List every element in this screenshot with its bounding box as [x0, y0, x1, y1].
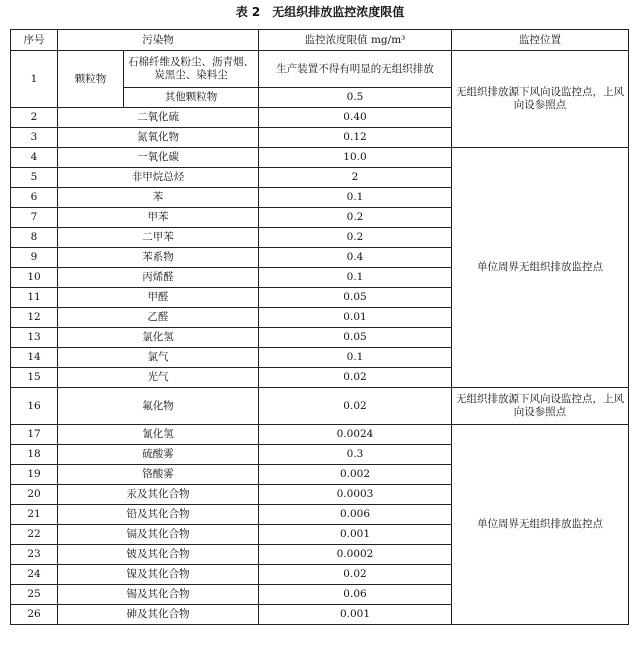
pollutant-name: 二氧化硫 — [58, 108, 259, 128]
pollutant-name: 汞及其化合物 — [58, 485, 259, 505]
pollutant-name: 苯系物 — [58, 248, 259, 268]
limit-value: 2 — [259, 168, 452, 188]
row-no: 5 — [11, 168, 58, 188]
header-row — [11, 30, 629, 51]
particulate-sub2-name: 其他颗粒物 — [124, 88, 259, 108]
limit-value: 0.02 — [259, 565, 452, 585]
row-no: 4 — [11, 148, 58, 168]
limit-value: 0.1 — [259, 348, 452, 368]
row-no: 8 — [11, 228, 58, 248]
header-location: 监控位置 — [452, 30, 629, 51]
limit-value: 10.0 — [259, 148, 452, 168]
row-no: 13 — [11, 328, 58, 348]
pollutant-name: 氯化氢 — [58, 328, 259, 348]
pollutant-name: 氯气 — [58, 348, 259, 368]
limit-value: 0.05 — [259, 328, 452, 348]
pollutant-name: 二甲苯 — [58, 228, 259, 248]
header-limit: 监控浓度限值 mg/m³ — [259, 30, 452, 51]
particulate-sub1-limit: 生产装置不得有明显的无组织排放 — [259, 51, 452, 88]
location-group1: 无组织排放源下风向设监控点，上风向设参照点 — [452, 51, 629, 148]
pollutant-name: 镍及其化合物 — [58, 565, 259, 585]
row-no: 24 — [11, 565, 58, 585]
pollutant-name: 铍及其化合物 — [58, 545, 259, 565]
row-no: 14 — [11, 348, 58, 368]
row-no: 22 — [11, 525, 58, 545]
row-no: 17 — [11, 425, 58, 445]
row-no: 9 — [11, 248, 58, 268]
pollutant-name: 氟化物 — [58, 388, 259, 425]
location-group2: 单位周界无组织排放监控点 — [452, 148, 629, 388]
pollutant-name: 氰化氢 — [58, 425, 259, 445]
limit-value: 0.40 — [259, 108, 452, 128]
row-no: 6 — [11, 188, 58, 208]
limit-value: 0.4 — [259, 248, 452, 268]
row-no: 18 — [11, 445, 58, 465]
limit-value: 0.006 — [259, 505, 452, 525]
table-row — [11, 425, 629, 445]
row-no: 3 — [11, 128, 58, 148]
limit-value: 0.3 — [259, 445, 452, 465]
header-pollutant: 污染物 — [58, 30, 259, 51]
limit-value: 0.002 — [259, 465, 452, 485]
row-no: 23 — [11, 545, 58, 565]
pollutant-name: 非甲烷总烃 — [58, 168, 259, 188]
limit-value: 0.2 — [259, 208, 452, 228]
particulate-category: 颗粒物 — [58, 51, 124, 108]
row-no: 7 — [11, 208, 58, 228]
limit-value: 0.02 — [259, 368, 452, 388]
table-row — [11, 51, 629, 88]
limit-value: 0.1 — [259, 268, 452, 288]
pollutant-name: 甲苯 — [58, 208, 259, 228]
limit-value: 0.12 — [259, 128, 452, 148]
pollutant-name: 砷及其化合物 — [58, 605, 259, 625]
limit-value: 0.06 — [259, 585, 452, 605]
particulate-sub1-name: 石棉纤维及粉尘、沥青烟、炭黑尘、染料尘 — [124, 51, 259, 88]
location-group3: 无组织排放源下风向设监控点，上风向设参照点 — [452, 388, 629, 425]
limit-value: 0.001 — [259, 525, 452, 545]
limit-value: 0.2 — [259, 228, 452, 248]
row-no: 1 — [11, 51, 58, 108]
row-no: 15 — [11, 368, 58, 388]
limit-value: 0.05 — [259, 288, 452, 308]
pollutant-name: 乙醛 — [58, 308, 259, 328]
header-no: 序号 — [11, 30, 58, 51]
pollutant-name: 氮氧化物 — [58, 128, 259, 148]
emission-limit-table — [10, 29, 629, 625]
limit-value: 0.0003 — [259, 485, 452, 505]
pollutant-name: 丙烯醛 — [58, 268, 259, 288]
row-no: 2 — [11, 108, 58, 128]
row-no: 19 — [11, 465, 58, 485]
pollutant-name: 光气 — [58, 368, 259, 388]
pollutant-name: 镉及其化合物 — [58, 525, 259, 545]
pollutant-name: 铬酸雾 — [58, 465, 259, 485]
row-no: 26 — [11, 605, 58, 625]
pollutant-name: 一氧化碳 — [58, 148, 259, 168]
pollutant-name: 铅及其化合物 — [58, 505, 259, 525]
limit-value: 0.1 — [259, 188, 452, 208]
pollutant-name: 苯 — [58, 188, 259, 208]
row-no: 21 — [11, 505, 58, 525]
table-row — [11, 148, 629, 168]
row-no: 12 — [11, 308, 58, 328]
pollutant-name: 甲醛 — [58, 288, 259, 308]
pollutant-name: 锡及其化合物 — [58, 585, 259, 605]
row-no: 16 — [11, 388, 58, 425]
limit-value: 0.0002 — [259, 545, 452, 565]
row-no: 11 — [11, 288, 58, 308]
limit-value: 0.02 — [259, 388, 452, 425]
pollutant-name: 硫酸雾 — [58, 445, 259, 465]
location-group4: 单位周界无组织排放监控点 — [452, 425, 629, 625]
row-no: 20 — [11, 485, 58, 505]
particulate-sub2-limit: 0.5 — [259, 88, 452, 108]
row-no: 10 — [11, 268, 58, 288]
limit-value: 0.01 — [259, 308, 452, 328]
limit-value: 0.0024 — [259, 425, 452, 445]
table-row — [11, 388, 629, 425]
table-title: 表 2 无组织排放监控浓度限值 — [235, 5, 405, 19]
limit-value: 0.001 — [259, 605, 452, 625]
row-no: 25 — [11, 585, 58, 605]
